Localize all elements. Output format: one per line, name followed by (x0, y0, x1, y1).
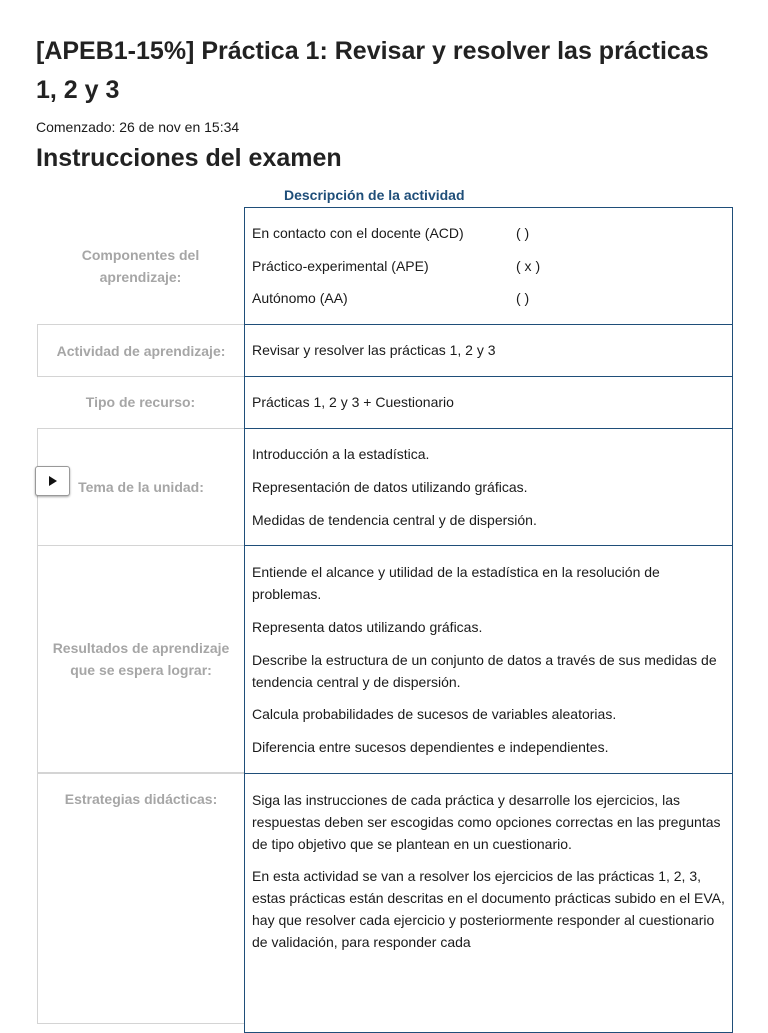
table-caption: Descripción de la actividad (284, 187, 465, 203)
estrategia-paragraph-2: En esta actividad se van a resolver los ejercicios de las prácticas 1, 2, 3, estas prácticas están descritas en el documento prácticas subido en el EVA, hay que resolver cada ejercicio y posteriormente responder al cuestionario de validación, para responder cada (252, 868, 725, 950)
row-label-actividad: Actividad de aprendizaje: (37, 324, 244, 377)
componente-aa-label: Autónomo (AA) (252, 290, 348, 306)
componente-ape-label: Práctico-experimental (APE) (252, 258, 429, 274)
componente-acd-label: En contacto con el docente (ACD) (252, 225, 464, 241)
componente-acd-mark: ( ) (516, 225, 530, 241)
play-triangle-icon (48, 475, 58, 487)
cell-estrategias (244, 773, 733, 1033)
cell-resultados (244, 545, 733, 774)
resultado-item-2: Representa datos utilizando gráficas. (252, 619, 483, 635)
started-timestamp: Comenzado: 26 de nov en 15:34 (36, 119, 240, 135)
tema-item-2: Representación de datos utilizando gráficas. (252, 479, 528, 495)
section-title: Instrucciones del examen (36, 144, 342, 172)
cell-actividad (244, 324, 733, 377)
cell-tema (244, 428, 733, 546)
resultado-item-3: Describe la estructura de un conjunto de datos a través de sus medidas de tendencia central y de dispersión. (252, 652, 717, 690)
row-label-resultados: Resultados de aprendizaje que se espera lograr: (37, 545, 244, 773)
row-label-tipo-recurso: Tipo de recurso: (85, 394, 196, 410)
resultado-item-5: Diferencia entre sucesos dependientes e independientes. (252, 739, 609, 755)
page-title: [APEB1-15%] Práctica 1: Revisar y resolver las prácticas 1, 2 y 3 (36, 37, 709, 104)
tema-item-3: Medidas de tendencia central y de dispersión. (252, 512, 537, 528)
row-label-estrategias: Estrategias didácticas: (37, 773, 244, 1024)
cell-tipo-recurso (244, 376, 733, 429)
resultado-item-4: Calcula probabilidades de sucesos de variables aleatorias. (252, 706, 617, 722)
tema-item-1: Introducción a la estadística. (252, 446, 430, 462)
actividad-text: Revisar y resolver las prácticas 1, 2 y 3 (252, 342, 496, 358)
componente-aa-mark: ( ) (516, 290, 530, 306)
expand-button[interactable] (35, 466, 70, 496)
estrategia-paragraph-1: Siga las instrucciones de cada práctica y desarrolle los ejercicios, las respuestas deben ser escogidas como opciones correctas en las preguntas de tipo objetivo que se plantean en un cuestionario. (252, 792, 721, 852)
resultado-item-1: Entiende el alcance y utilidad de la estadística en la resolución de problemas. (252, 564, 660, 602)
row-label-componentes: Componentes del aprendizaje: (81, 246, 200, 285)
componente-ape-mark: ( x ) (516, 258, 541, 274)
row-label-tema: Tema de la unidad: (37, 428, 244, 546)
cell-componentes (244, 207, 733, 325)
tipo-recurso-text: Prácticas 1, 2 y 3 + Cuestionario (252, 394, 454, 410)
